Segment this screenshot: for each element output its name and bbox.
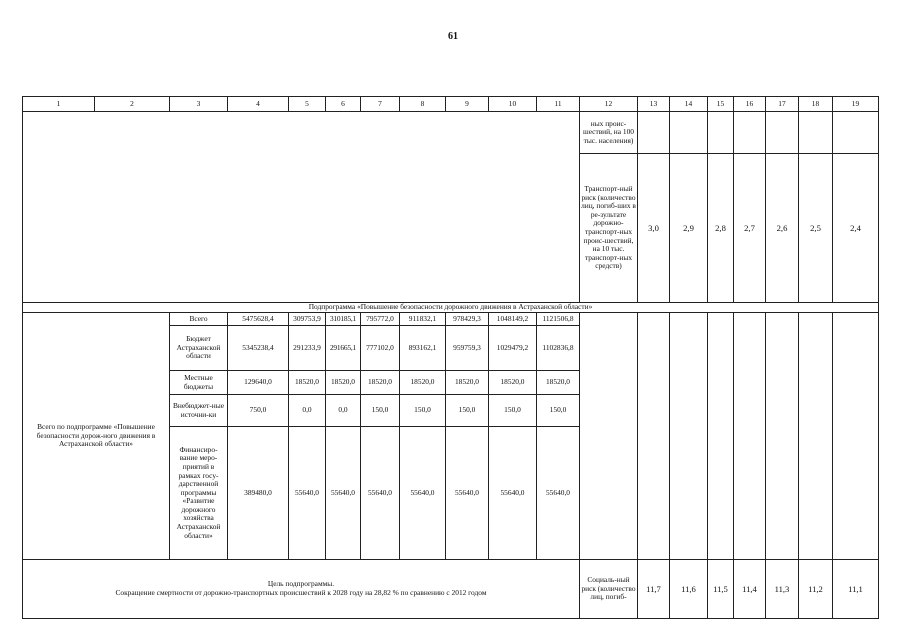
subprogram-title: Подпрограмма «Повышение безопасности дорожного движения в Астраханской области»	[23, 303, 879, 313]
funding-value: 18520,0	[489, 371, 537, 395]
empty-cell	[638, 313, 670, 560]
funding-value: 150,0	[400, 395, 446, 427]
column-number: 9	[446, 97, 489, 112]
indicator-value: 3,0	[638, 154, 670, 303]
funding-source: Местные бюджеты	[170, 371, 228, 395]
funding-value: 1121506,8	[537, 313, 580, 326]
column-number: 3	[170, 97, 228, 112]
funding-value: 777102,0	[361, 326, 400, 371]
funding-row	[23, 313, 879, 326]
indicator-continuation-row	[23, 112, 879, 154]
funding-value: 18520,0	[446, 371, 489, 395]
funding-value: 978429,3	[446, 313, 489, 326]
goal-text: Сокращение смертности от дорожно-транспортных происшествий к 2028 году на 28,82 % по сравнению с 2012 годом	[115, 588, 487, 597]
column-number: 16	[734, 97, 766, 112]
indicator-value: 11,4	[734, 560, 766, 619]
funding-value: 18520,0	[361, 371, 400, 395]
column-number: 4	[228, 97, 289, 112]
column-number: 5	[289, 97, 326, 112]
funding-value: 150,0	[446, 395, 489, 427]
empty-cell	[799, 313, 833, 560]
indicator-value: 2,4	[833, 154, 879, 303]
funding-value: 150,0	[489, 395, 537, 427]
funding-source: Бюджет Астраханской области	[170, 326, 228, 371]
column-number: 1	[23, 97, 95, 112]
blank-merged-cell	[23, 112, 580, 303]
funding-source: Внебюджет-ные источни-ки	[170, 395, 228, 427]
funding-value: 5475628,4	[228, 313, 289, 326]
empty-cell	[708, 313, 734, 560]
funding-value: 55640,0	[400, 427, 446, 560]
column-number: 10	[489, 97, 537, 112]
funding-value: 911832,1	[400, 313, 446, 326]
empty-cell	[708, 112, 734, 154]
page-number: 61	[448, 31, 458, 42]
funding-value: 5345238,4	[228, 326, 289, 371]
column-number: 18	[799, 97, 833, 112]
empty-cell	[734, 112, 766, 154]
indicator-value: 2,5	[799, 154, 833, 303]
subprogram-goal	[23, 560, 580, 619]
empty-cell	[580, 313, 638, 560]
funding-source: Всего	[170, 313, 228, 326]
column-number: 12	[580, 97, 638, 112]
indicator-value: 2,8	[708, 154, 734, 303]
funding-source: Финансиро-вание меро-приятий в рамках госу-дарственной программы «Развитие дорожного хозяйства Астраханской области»	[170, 427, 228, 560]
column-number: 11	[537, 97, 580, 112]
goal-row	[23, 560, 879, 619]
funding-value: 795772,0	[361, 313, 400, 326]
funding-value: 310185,1	[326, 313, 361, 326]
funding-value: 129640,0	[228, 371, 289, 395]
column-number: 6	[326, 97, 361, 112]
funding-value: 18520,0	[400, 371, 446, 395]
column-number: 8	[400, 97, 446, 112]
funding-value: 893162,1	[400, 326, 446, 371]
funding-value: 1048149,2	[489, 313, 537, 326]
funding-value: 750,0	[228, 395, 289, 427]
funding-value: 150,0	[537, 395, 580, 427]
indicator-value: 11,6	[670, 560, 708, 619]
empty-cell	[670, 112, 708, 154]
funding-value: 55640,0	[446, 427, 489, 560]
subprogram-total-label: Всего по подпрограмме «Повышение безопасности дорож-ного движения в Астраханской области»	[23, 313, 170, 560]
column-number: 2	[95, 97, 170, 112]
indicator-value: 11,3	[766, 560, 799, 619]
empty-cell	[766, 313, 799, 560]
funding-value: 18520,0	[537, 371, 580, 395]
indicator-value: 2,6	[766, 154, 799, 303]
funding-value: 18520,0	[326, 371, 361, 395]
funding-value: 389480,0	[228, 427, 289, 560]
empty-cell	[833, 112, 879, 154]
funding-value: 0,0	[326, 395, 361, 427]
funding-value: 55640,0	[489, 427, 537, 560]
goal-title: Цель подпрограммы.	[267, 579, 335, 589]
empty-cell	[799, 112, 833, 154]
indicator-cell: Транспорт-ный риск (количество лиц, погиб-ших в ре-зультате дорожно-транспорт-ных проис-шествий, на 10 тыс. транспорт-ных средств)	[580, 154, 638, 303]
funding-value: 18520,0	[289, 371, 326, 395]
empty-cell	[638, 112, 670, 154]
empty-cell	[833, 313, 879, 560]
indicator-value: 2,7	[734, 154, 766, 303]
indicator-value: 11,5	[708, 560, 734, 619]
funding-value: 55640,0	[289, 427, 326, 560]
indicator-value: 11,7	[638, 560, 670, 619]
column-number: 7	[361, 97, 400, 112]
column-number-row	[23, 97, 879, 112]
funding-value: 55640,0	[361, 427, 400, 560]
funding-value: 1029479,2	[489, 326, 537, 371]
funding-value: 291665,1	[326, 326, 361, 371]
funding-value: 55640,0	[537, 427, 580, 560]
column-number: 19	[833, 97, 879, 112]
funding-value: 309753,9	[289, 313, 326, 326]
funding-value: 1102836,8	[537, 326, 580, 371]
empty-cell	[766, 112, 799, 154]
empty-cell	[670, 313, 708, 560]
column-number: 13	[638, 97, 670, 112]
funding-value: 0,0	[289, 395, 326, 427]
subprogram-title-row	[23, 303, 879, 313]
indicator-value: 11,2	[799, 560, 833, 619]
funding-value: 150,0	[361, 395, 400, 427]
funding-value: 959759,3	[446, 326, 489, 371]
indicator-cell: ных проис-шествий, на 100 тыс. населения)	[580, 112, 638, 154]
column-number: 17	[766, 97, 799, 112]
indicator-value: 2,9	[670, 154, 708, 303]
empty-cell	[734, 313, 766, 560]
column-number: 15	[708, 97, 734, 112]
indicator-cell: Социаль-ный риск (количество лиц, погиб-	[580, 560, 638, 619]
funding-value: 291233,9	[289, 326, 326, 371]
funding-value: 55640,0	[326, 427, 361, 560]
program-table	[22, 96, 879, 619]
indicator-value: 11,1	[833, 560, 879, 619]
column-number: 14	[670, 97, 708, 112]
